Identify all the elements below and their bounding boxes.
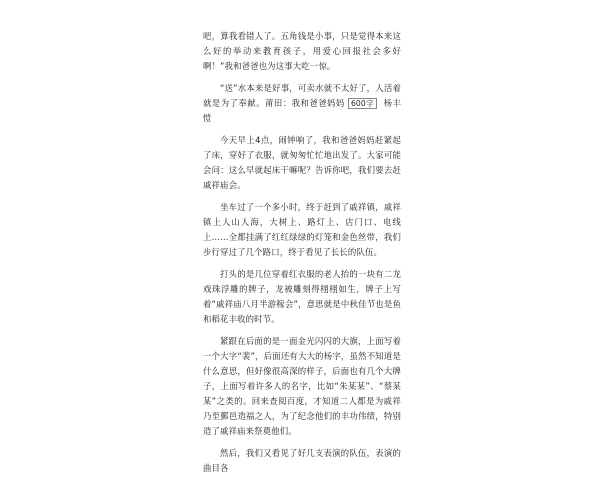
paragraph-3 (203, 133, 401, 193)
paragraph-2-trailing-text: 莆田：我和爸爸妈妈 (265, 97, 345, 108)
paragraph-6-text: 紧跟在后面的是一面金光闪闪的大旗，上面写着一个大字“裴”，后面还有大大的杨字，虽然不知道是什么意思，但好像很高深的样子，后面也有几个大牌子，上面写着许多人的名字，比如“朱某某”、“蔡某某”之类的。回来查阅百度，才知道二人都是为戚祥乃至鄞邑造福之人，为了纪念他们的丰功伟绩，特别造了戚祥庙来祭奠他们。 (203, 335, 401, 437)
paragraph-2-text: “送”水本来是好事，可卖水就不太好了，人活着就是为了奉献。 (203, 82, 401, 108)
paragraph-1-text: 吧，算我看错人了。五角钱是小事，只是觉得本来这么好的举动来教育孩子，用爱心回报社会多好啊！”我和爸爸也为这事大吃一惊。 (203, 31, 401, 72)
paragraph-2 (203, 81, 401, 126)
paragraph-6 (203, 334, 401, 440)
author-name: 杨丰愷 (203, 97, 401, 124)
paragraph-5-text: 打头的是几位穿着红衣服的老人抬的一块有二龙戏珠浮雕的牌子，龙被雕刻得栩栩如生，牌子上写着“戚祥庙八月半游稼会”，意思就是中秋佳节也是鱼和稻花丰收的时节。 (203, 268, 401, 324)
paragraph-4 (203, 200, 401, 260)
paragraph-5 (203, 267, 401, 327)
paragraph-1 (203, 29, 401, 74)
word-count-badge: 600字 (348, 98, 377, 109)
paragraph-7-text: 然后，我们又看见了好几支表演的队伍，表演的曲目各 (203, 447, 401, 473)
paragraph-4-text: 坐车过了一个多小时，终于赶到了戚祥镇，戚祥镇上人山人海，大树上、路灯上、店门口、电线上……全都挂满了红红绿绿的灯笼和金色丝带，我们步行穿过了几个路口，终于看见了长长的队伍。 (203, 201, 401, 257)
essay-text-column (203, 29, 401, 483)
paragraph-3-text: 今天早上4点，闹钟响了，我和爸爸妈妈赶紧起了床，穿好了衣服，就匆匆忙忙地出发了。大家可能会问：这么早就起床干嘛呢？告诉你吧，我们要去赶戚祥庙会。 (203, 134, 401, 191)
paragraph-7 (203, 446, 401, 476)
